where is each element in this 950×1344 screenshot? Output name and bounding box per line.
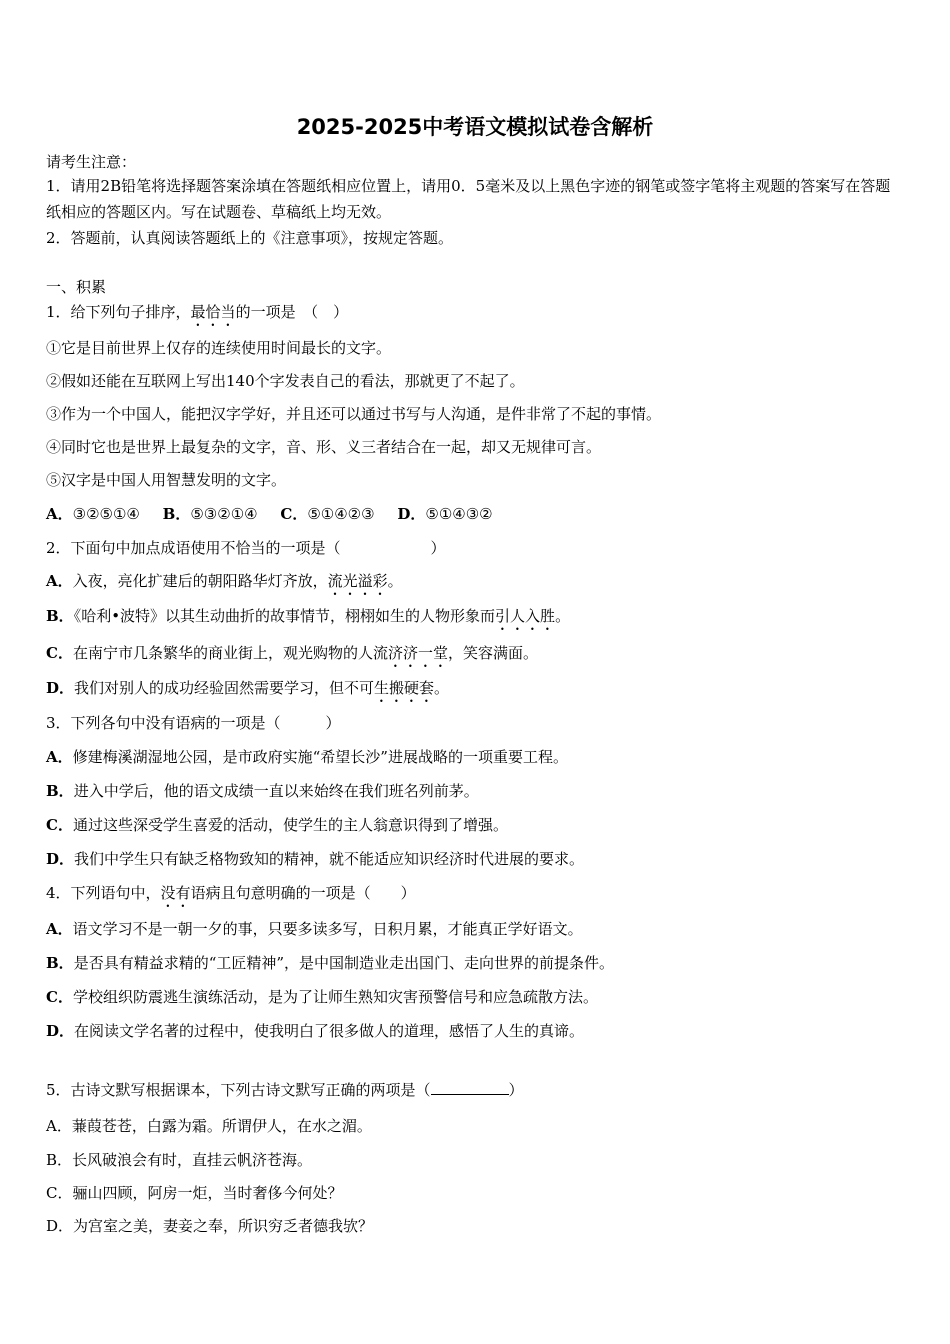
q3-option-b: B．进入中学后，他的语文成绩一直以来始终在我们班名列前茅。 — [46, 782, 479, 800]
q3-option-d: D．我们中学生只有缺乏格物致知的精神，就不能适应知识经济时代进展的要求。 — [46, 850, 585, 868]
notice-item-1: 1．请用2B铅笔将选择题答案涂填在答题纸相应位置上，请用0．5毫米及以上黑色字迹的钢笔或签字笔将主观题的答案写在答题纸相应的答题区内。写在试题卷、草稿纸上均无效。 — [46, 177, 891, 221]
q4-option-d: D．在阅读文学名著的过程中，使我明白了很多做人的道理，感悟了人生的真谛。 — [46, 1022, 585, 1040]
q5-option-b: B．长风破浪会有时，直挂云帆济苍海。 — [46, 1151, 313, 1169]
q1-sentence-3: ③作为一个中国人，能把汉字学好，并且还可以通过书写与人沟通，是件非常了不起的事情。 — [46, 405, 662, 423]
q2-option-b: B．《哈利•波特》以其生动曲折的故事情节，栩栩如生的人物形象而引人入胜。 — [46, 607, 571, 625]
q2-option-a: A．入夜，亮化扩建后的朝阳路华灯齐放，流光溢彩。 — [46, 572, 403, 590]
q2-option-d: D．我们对别人的成功经验固然需要学习，但不可生搬硬套。 — [46, 679, 450, 697]
answer-blank — [431, 1080, 509, 1095]
q1-option-c: ⑤①④②③ — [307, 505, 375, 523]
notice-heading: 请考生注意： — [46, 153, 137, 171]
q1-sentence-4: ④同时它也是世界上最复杂的文字，音、形、义三者结合在一起，却又无规律可言。 — [46, 438, 602, 456]
q4-option-a: A．语文学习不是一朝一夕的事，只要多读多写，日积月累，才能真正学好语文。 — [46, 920, 583, 938]
q5-stem: 5．古诗文默写根据课本，下列古诗文默写正确的两项是（ ） — [46, 1081, 524, 1099]
q4-stem: 4．下列语句中，没有语病且句意明确的一项是（ ） — [46, 884, 416, 902]
q1-option-b: ⑤③②①④ — [190, 505, 258, 523]
q2-option-c: C．在南宁市几条繁华的商业街上，观光购物的人流济济一堂，笑容满面。 — [46, 644, 538, 662]
q3-stem: 3．下列各句中没有语病的一项是（ ） — [46, 714, 341, 732]
q1-sentence-2: ②假如还能在互联网上写出140个字发表自己的看法，那就更了不起了。 — [46, 372, 525, 390]
notice-item-2: 2．答题前，认真阅读答题纸上的《注意事项》，按规定答题。 — [46, 229, 454, 247]
page-title: 2025-2025中考语文模拟试卷含解析 — [296, 115, 654, 139]
q3-option-c: C．通过这些深受学生喜爱的活动，使学生的主人翁意识得到了增强。 — [46, 816, 508, 834]
section-heading: 一、积累 — [46, 278, 107, 296]
q4-option-b: B．是否具有精益求精的“工匠精神”，是中国制造业走出国门、走向世界的前提条件。 — [46, 954, 615, 972]
q5-option-c: C．骊山四顾，阿房一炬，当时奢侈今何处？ — [46, 1184, 343, 1202]
q3-option-a: A．修建梅溪湖湿地公园，是市政府实施“希望长沙”进展战略的一项重要工程。 — [46, 748, 568, 766]
q5-option-d: D．为宫室之美，妻妾之奉，所识穷乏者德我欤？ — [46, 1217, 374, 1235]
q4-option-c: C．学校组织防震逃生演练活动，是为了让师生熟知灾害预警信号和应急疏散方法。 — [46, 988, 598, 1006]
q5-option-a: A．蒹葭苍苍，白露为霜。所谓伊人，在水之湄。 — [46, 1117, 372, 1135]
q1-option-a: ③②⑤①④ — [72, 505, 140, 523]
q2-stem: 2．下面句中加点成语使用不恰当的一项是（ ） — [46, 539, 446, 557]
q1-sentence-1: ①它是目前世界上仅存的连续使用时间最长的文字。 — [46, 339, 392, 357]
emphasis-text: 最恰当 — [190, 303, 236, 321]
q1-stem: 1．给下列句子排序，最恰当的一项是 （ ） — [46, 303, 349, 321]
q1-sentence-5: ⑤汉字是中国人用智慧发明的文字。 — [46, 471, 287, 489]
q1-options: A．③②⑤①④ B．⑤③②①④ C．⑤①④②③ D．⑤①④③② — [46, 505, 493, 523]
q1-option-d: ⑤①④③② — [425, 505, 493, 523]
emphasis-text: 没有 — [160, 884, 191, 902]
